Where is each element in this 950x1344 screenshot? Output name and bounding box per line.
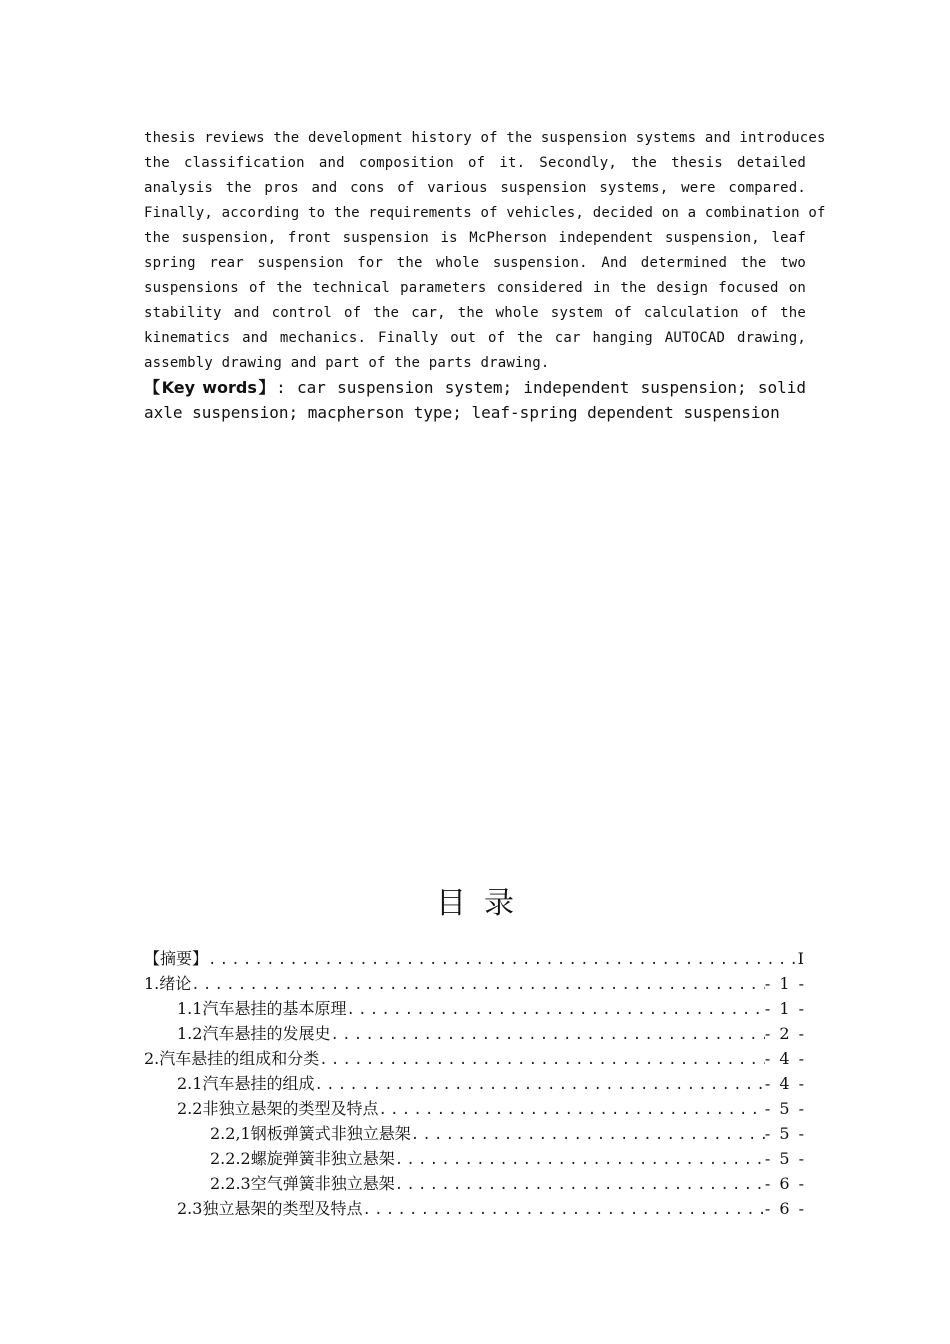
toc-entry-page: - 6 - [764,1174,806,1193]
toc-entry[interactable] [144,996,806,1021]
toc-entry-label: 2.2.3空气弹簧非独立悬架 [210,1174,395,1193]
toc-entry-label: 2.1汽车悬挂的组成 [177,1074,315,1093]
toc-entry-page: - 4 - [764,1049,806,1068]
toc-entry[interactable] [144,1046,806,1071]
toc-dot-leader [208,948,798,971]
abstract-body [144,126,826,376]
keywords-text: car suspension system; independent suspension; solid [297,378,807,397]
toc-entry-label: 1.绪论 [144,974,192,993]
abstract-line: kinematics and mechanics. Finally out of the car hanging AUTOCAD drawing, [144,330,806,346]
abstract-line: the classification and composition of it. Secondly, the thesis detailed [144,155,806,171]
toc-entry[interactable] [144,971,806,996]
toc-entry-label: 【摘要】 [144,949,209,968]
toc-entry-label: 2.2,1钢板弹簧式非独立悬架 [210,1124,411,1143]
toc-entry-page: - 5 - [764,1099,806,1118]
toc-dot-leader [319,1048,765,1071]
toc-entry[interactable] [144,1096,806,1121]
abstract-line: suspensions of the technical parameters considered in the design focused on [144,280,806,296]
toc-entry-page: - 5 - [764,1149,806,1168]
toc-dot-leader [411,1123,765,1146]
toc-dot-leader [378,1098,764,1121]
abstract-line: Finally, according to the requirements of vehicles, decided on a combination of [144,205,826,221]
toc-entry[interactable] [144,1021,806,1046]
toc-dot-leader [191,973,765,996]
abstract-line: spring rear suspension for the whole suspension. And determined the two [144,255,806,271]
toc-entry-label: 1.2汽车悬挂的发展史 [177,1024,331,1043]
keywords-label: 【Key words】 [144,378,277,397]
keywords-block [144,375,806,425]
toc-dot-leader [346,998,764,1021]
toc-dot-leader [314,1073,764,1096]
toc-dot-leader [395,1173,765,1196]
toc-entry-label: 1.1汽车悬挂的基本原理 [177,999,347,1018]
toc-entry[interactable] [144,1121,806,1146]
toc-entry-page: - 2 - [764,1024,806,1043]
toc-entry-label: 2.汽车悬挂的组成和分类 [144,1049,320,1068]
abstract-line: assembly drawing and part of the parts drawing. [144,355,550,371]
toc-title: 目录 [436,886,532,921]
toc-entry[interactable] [144,946,806,971]
keywords-line-2: axle suspension; macpherson type; leaf-spring dependent suspension [144,403,780,422]
abstract-line: thesis reviews the development history of the suspension systems and introduces [144,130,826,146]
toc-entry-page: - 1 - [764,974,806,993]
toc-entry[interactable] [144,1146,806,1171]
toc-entry-label: 2.3独立悬架的类型及特点 [177,1199,363,1218]
toc-dot-leader [362,1198,764,1221]
keywords-line-1 [144,375,806,400]
table-of-contents [144,946,806,1221]
keywords-separator: : [276,378,286,397]
toc-dot-leader [395,1148,765,1171]
abstract-line: stability and control of the car, the whole system of calculation of the [144,305,806,321]
toc-entry[interactable] [144,1071,806,1096]
toc-entry-page: - 1 - [764,999,806,1018]
toc-dot-leader [330,1023,764,1046]
toc-entry[interactable] [144,1171,806,1196]
toc-entry-page: - 6 - [764,1199,806,1218]
abstract-line: analysis the pros and cons of various suspension systems, were compared. [144,180,806,196]
toc-entry-page: I [797,949,806,968]
toc-entry-page: - 5 - [764,1124,806,1143]
abstract-line: the suspension, front suspension is McPherson independent suspension, leaf [144,230,806,246]
toc-entry[interactable] [144,1196,806,1221]
toc-entry-page: - 4 - [764,1074,806,1093]
toc-entry-label: 2.2.2螺旋弹簧非独立悬架 [210,1149,395,1168]
toc-entry-label: 2.2非独立悬架的类型及特点 [177,1099,379,1118]
